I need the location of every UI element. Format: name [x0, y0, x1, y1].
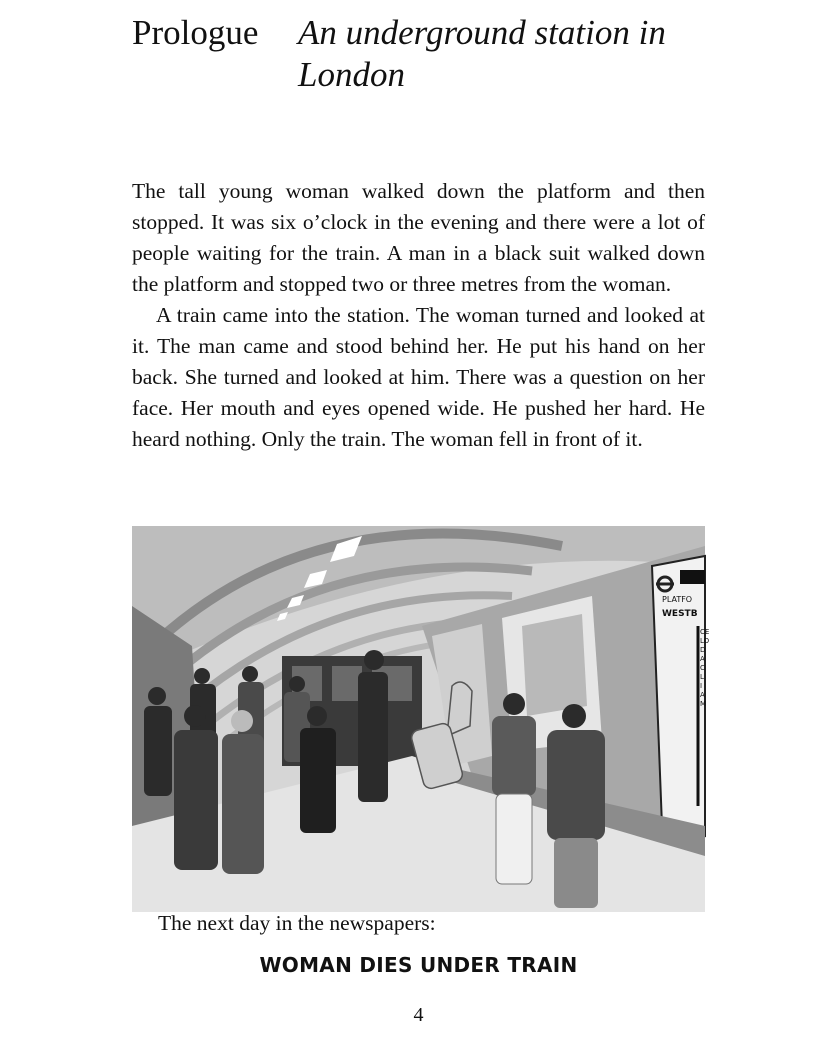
chapter-title: An underground station in London [298, 13, 666, 94]
newspaper-intro: The next day in the newspapers: [158, 911, 436, 935]
map-letter-9: M [700, 700, 707, 708]
story-text [132, 176, 705, 455]
map-letter-3: D [700, 646, 706, 654]
map-letter-2: LO [700, 637, 710, 645]
map-letter-8: A [700, 691, 705, 699]
sign-platform-text: PLATFO [662, 595, 693, 604]
map-letter-6: L [700, 673, 704, 681]
map-letter-7: I [700, 682, 703, 690]
chapter-label: Prologue [132, 13, 259, 52]
station-illustration [132, 526, 710, 912]
map-letter-5: C [700, 664, 705, 672]
map-letter-1: CE [700, 628, 710, 636]
newspaper-headline: WOMAN DIES UNDER TRAIN [259, 953, 578, 977]
paragraph-2: A train came into the station. The woman turned and looked at it. The man came and stood behind her. He put his hand on her back. She turned and looked at him. There was a question on her face. Her mouth and eyes opened wide. He pushed her hard. He heard nothing. Only the train. The woman fell in front of it. [132, 303, 705, 451]
station-scene-drawing [132, 526, 710, 912]
sign-line-text: WESTB [662, 609, 698, 619]
map-letter-4: A [700, 655, 705, 663]
page-number: 4 [413, 1004, 424, 1026]
paragraph-1: The tall young woman walked down the platform and then stopped. It was six o’clock in the evening and there were a lot of people waiting for the train. A man in a black suit walked down the platform and stopped two or three metres from the woman. [132, 179, 705, 296]
